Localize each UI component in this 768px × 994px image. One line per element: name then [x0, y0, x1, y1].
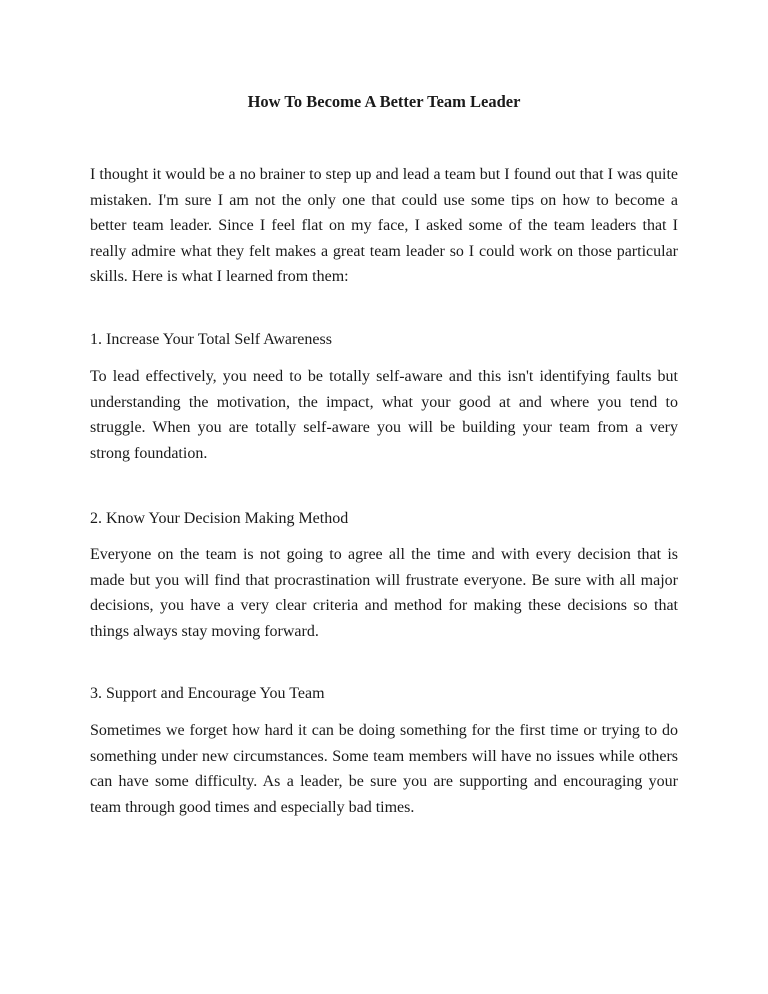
- section-heading-2: 2. Know Your Decision Making Method: [90, 510, 349, 527]
- section-body-3: Sometimes we forget how hard it can be doing something for the first time or trying to do something under new circumstances. Some team members will have no issues while others can have some difficulty. As a leader, be sure you are supporting and encouraging your team through good times and especially bad times.: [90, 722, 678, 816]
- document-title: How To Become A Better Team Leader: [247, 92, 521, 111]
- section-heading-3: 3. Support and Encourage You Team: [90, 685, 325, 702]
- section-body-2: Everyone on the team is not going to agree all the time and with every decision that is made but you will find that procrastination will frustrate everyone. Be sure with all major decisions, you have a very clear criteria and method for making these decisions so that things always stay moving forward.: [90, 546, 678, 640]
- section-heading-1: 1. Increase Your Total Self Awareness: [90, 331, 332, 348]
- intro-paragraph: I thought it would be a no brainer to step up and lead a team but I found out that I was quite mistaken. I'm sure I am not the only one that could use some tips on how to become a better team leader. Since I feel flat on my face, I asked some of the team leaders that I really admire what they felt makes a great team leader so I could work on those particular skills. Here is what I learned from them:: [90, 166, 678, 286]
- section-body-1: To lead effectively, you need to be totally self-aware and this isn't identifying faults but understanding the motivation, the impact, what your good at and where you tend to struggle. When you are totally self-aware you will be building your team from a very strong foundation.: [90, 368, 678, 462]
